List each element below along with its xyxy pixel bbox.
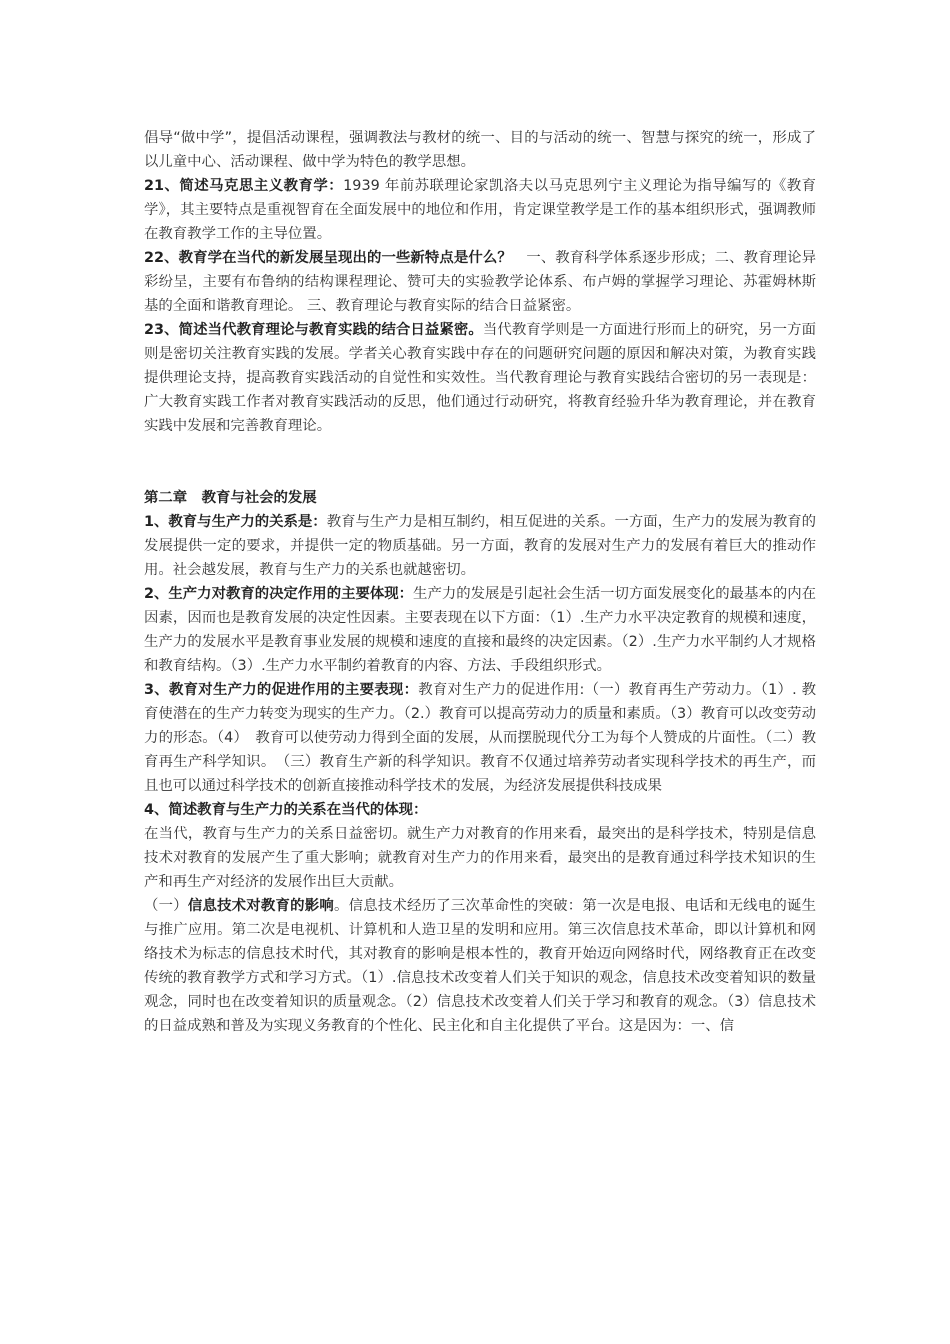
section-title: 4、简述教育与生产力的关系在当代的体现： (144, 802, 428, 818)
section-title: 1、教育与生产力的关系是： (144, 514, 327, 530)
section-title: 2、生产力对教育的决定作用的主要体现： (144, 586, 414, 602)
paragraph-intro (144, 126, 816, 174)
section-title: 3、教育对生产力的促进作用的主要表现： (144, 682, 419, 698)
question-22 (144, 246, 816, 318)
subsection-prefix: （一） (144, 898, 188, 914)
question-21 (144, 174, 816, 246)
subsection-text: 。信息技术经历了三次革命性的突破：第一次是电报、电话和无线电的诞生与推广应用。第二次是电视机、计算机和人造卫星的发明和应用。第三次信息技术革命，即以计算机和网络技术为标志的信息技术时代，其对教育的影响是根本性的，教育开始迈向网络时代，网络教育正在改变传统的教育教学方式和学习方式。（1）.信息技术改变着人们关于知识的观念，信息技术改变着知识的数量观念，同时也在改变着知识的质量观念。（2）信息技术改变着人们关于学习和教育的观念。（3）信息技术的日益成熟和普及为实现义务教育的个性化、民主化和自主化提供了平台。这是因为：一、信 (144, 898, 816, 1034)
section-text: 教育对生产力的促进作用:（一）教育再生产劳动力。（1）. 教育使潜在的生产力转变为现实的生产力。（2.）教育可以提高劳动力的质量和素质。（3）教育可以改变劳动力的形态。（4） 教育可以使劳动力得到全面的发展，从而摆脱现代分工为每个人赞成的片面性。（二）教育再生产科学知识。 （三）教育生产新的科学知识。教育不仅通过培养劳动者实现科学技术的再生产，而且也可以通过科学技术的创新直接推动科学技术的发展，为经济发展提供科技成果 (144, 682, 816, 794)
paragraph-text: 倡导“做中学”，提倡活动课程，强调教法与教材的统一、目的与活动的统一、智慧与探究的统一，形成了以儿童中心、活动课程、做中学为特色的教学思想。 (144, 130, 816, 170)
question-answer: 当代教育学则是一方面进行形而上的研究，另一方面则是密切关注教育实践的发展。学者关心教育实践中存在的问题研究问题的原因和解决对策，为教育实践提供理论支持，提高教育实践活动的自觉性和实效性。当代教育理论与教育实践结合密切的另一表现是：广大教育实践工作者对教育实践活动的反思，他们通过行动研究，将教育经验升华为教育理论，并在教育实践中发展和完善教育理论。 (144, 322, 816, 434)
section-4-heading (144, 798, 816, 822)
question-title: 21、简述马克思主义教育学： (144, 178, 344, 194)
section-4-text (144, 822, 816, 894)
section-text: 生产力的发展是引起社会生活一切方面发展变化的最基本的内在因素，因而也是教育发展的决定性因素。主要表现在以下方面：（1）.生产力水平决定教育的规模和速度，生产力的发展水平是教育事业发展的规模和速度的直接和最终的决定因素。（2）.生产力水平制约人才规格和教育结构。（3）.生产力水平制约着教育的内容、方法、手段组织形式。 (144, 586, 816, 674)
question-title: 23、简述当代教育理论与教育实践的结合日益紧密。 (144, 322, 483, 338)
chapter-heading: 第二章 教育与社会的发展 (144, 490, 317, 506)
question-23 (144, 318, 816, 438)
section-text: 教育与生产力是相互制约，相互促进的关系。一方面，生产力的发展为教育的发展提供一定的要求，并提供一定的物质基础。另一方面，教育的发展对生产力的发展有着巨大的推动作用。社会越发展，教育与生产力的关系也就越密切。 (144, 514, 816, 578)
section-2 (144, 582, 816, 678)
question-answer: 1939 年前苏联理论家凯洛夫以马克思列宁主义理论为指导编写的《教育学》，其主要特点是重视智育在全面发展中的地位和作用，肯定课堂教学是工作的基本组织形式，强调教师在教育教学工作的主导位置。 (144, 178, 816, 242)
document-body (144, 126, 816, 1038)
section-4-subsection-1 (144, 894, 816, 1038)
subsection-title: 信息技术对教育的影响 (187, 898, 334, 914)
section-spacer (144, 438, 816, 486)
section-text: 在当代，教育与生产力的关系日益密切。就生产力对教育的作用来看，最突出的是科学技术，特别是信息技术对教育的发展产生了重大影响；就教育对生产力的作用来看，最突出的是教育通过科学技术知识的生产和再生产对经济的发展作出巨大贡献。 (144, 826, 816, 890)
section-1 (144, 510, 816, 582)
section-3 (144, 678, 816, 798)
question-title: 22、教育学在当代的新发展呈现出的一些新特点是什么？ (144, 250, 512, 266)
question-answer: 一、教育科学体系逐步形成；二、教育理论异彩纷呈，主要有布鲁纳的结构课程理论、赞可夫的实验教学论体系、布卢姆的掌握学习理论、苏霍姆林斯基的全面和谐教育理论。 三、教育理论与教育实际的结合日益紧密。 (144, 250, 816, 314)
